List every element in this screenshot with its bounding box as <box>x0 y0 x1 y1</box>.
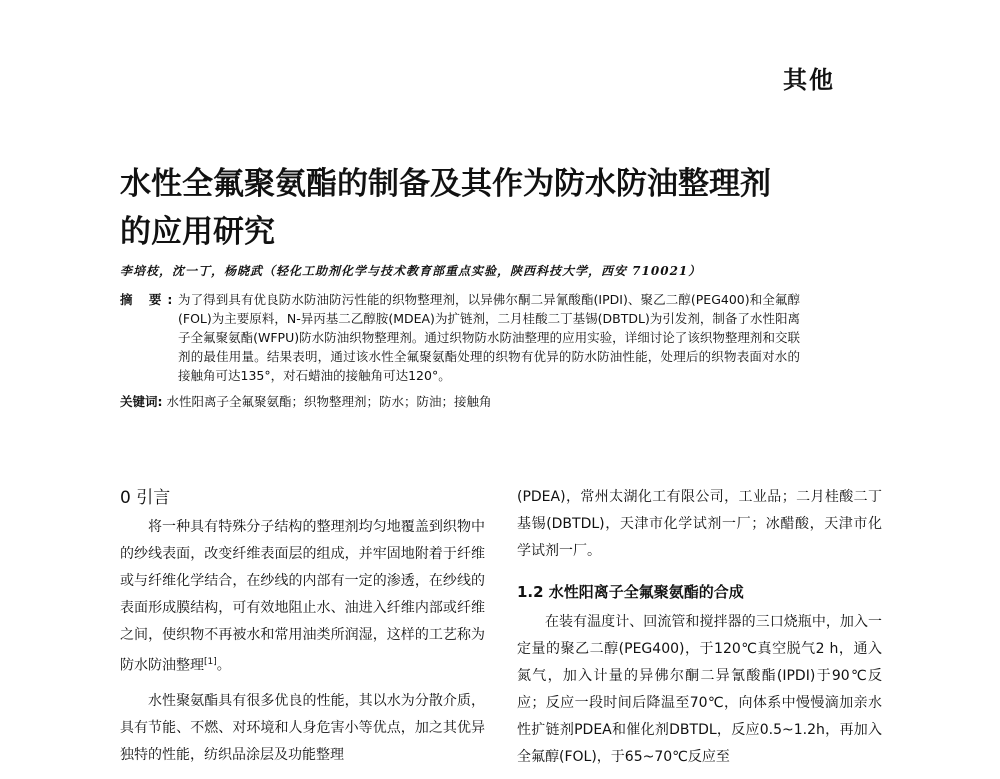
paper-title <box>120 160 820 256</box>
keywords-text: 水性阳离子全氟聚氨酯；织物整理剂；防水；防油；接触角 <box>166 394 492 409</box>
title-line-1: 水性全氟聚氨酯的制备及其作为防水防油整理剂 <box>120 166 771 202</box>
section-tag: 其他 <box>783 66 835 94</box>
right-column <box>517 484 882 779</box>
citation-ref[interactable]: [1] <box>204 657 217 667</box>
left-column <box>120 484 485 777</box>
paragraph-end: 。 <box>216 657 231 674</box>
keywords-label: 关键词: <box>120 394 163 409</box>
abstract-text: 为了得到具有优良防水防油防污性能的织物整理剂，以异佛尔酮二异氰酸酯(IPDI)、聚乙二醇(PEG400)和全氟醇(FOL)为主要原料，N-异丙基二乙醇胺(MDEA)为扩链剂，二月桂酸二丁基锡(DBTDL)为引发剂，制备了水性阳离子全氟聚氨酯(WFPU)防水防油织物整理剂。通过织物防水防油整理的应用实验，详细讨论了该织物整理剂和交联剂的最佳用量。结果表明，通过该水性全氟聚氨酯处理的织物有优异的防水防油性能，处理后的织物表面对水的接触角可达135°，对石蜡油的接触角可达120°。 <box>178 292 800 383</box>
title-line-2: 的应用研究 <box>120 214 275 250</box>
keywords <box>120 392 800 411</box>
paragraph: 水性聚氨酯具有很多优良的性能，其以水为分散介质，具有节能、不燃、对环境和人身危害小等优点，加之其优异独特的性能，纺织品涂层及功能整理 <box>120 692 485 763</box>
section-heading-introduction: 0 引言 <box>120 488 171 508</box>
paragraph: 在装有温度计、回流管和搅拌器的三口烧瓶中，加入一定量的聚乙二醇(PEG400)，于120℃真空脱气2 h，通入氮气，加入计量的异佛尔酮二异氰酸酯(IPDI)于90℃反应；反应一段时间后降温至70℃，向体系中慢慢滴加亲水性扩链剂PDEA和催化剂DBTDL，反应0.5~1.2h，再加入全氟醇(FOL)，于65~70℃反应至 <box>517 614 882 765</box>
paragraph <box>120 514 485 680</box>
subsection-heading-synthesis: 1.2 水性阳离子全氟聚氨酯的合成 <box>517 583 744 601</box>
authors: 李培枝，沈一丁，杨晓武（轻化工助剂化学与技术教育部重点实验，陕西科技大学，西安 710021） <box>120 264 702 278</box>
paragraph: (PDEA)，常州太湖化工有限公司，工业品；二月桂酸二丁基锡(DBTDL)，天津市化学试剂一厂；冰醋酸，天津市化学试剂一厂。 <box>517 489 882 559</box>
abstract-label: 摘 要: <box>120 292 179 307</box>
paragraph-text: 将一种具有特殊分子结构的整理剂均匀地覆盖到织物中的纱线表面，改变纤维表面层的组成，并牢固地附着于纤维或与纤维化学结合，在纱线的内部有一定的渗透，在纱线的表面形成膜结构，可有效地阻止水、油进入纤维内部或纤维之间，使织物不再被水和常用油类所润湿，这样的工艺称为防水防油整理 <box>120 519 485 674</box>
abstract <box>120 290 800 385</box>
